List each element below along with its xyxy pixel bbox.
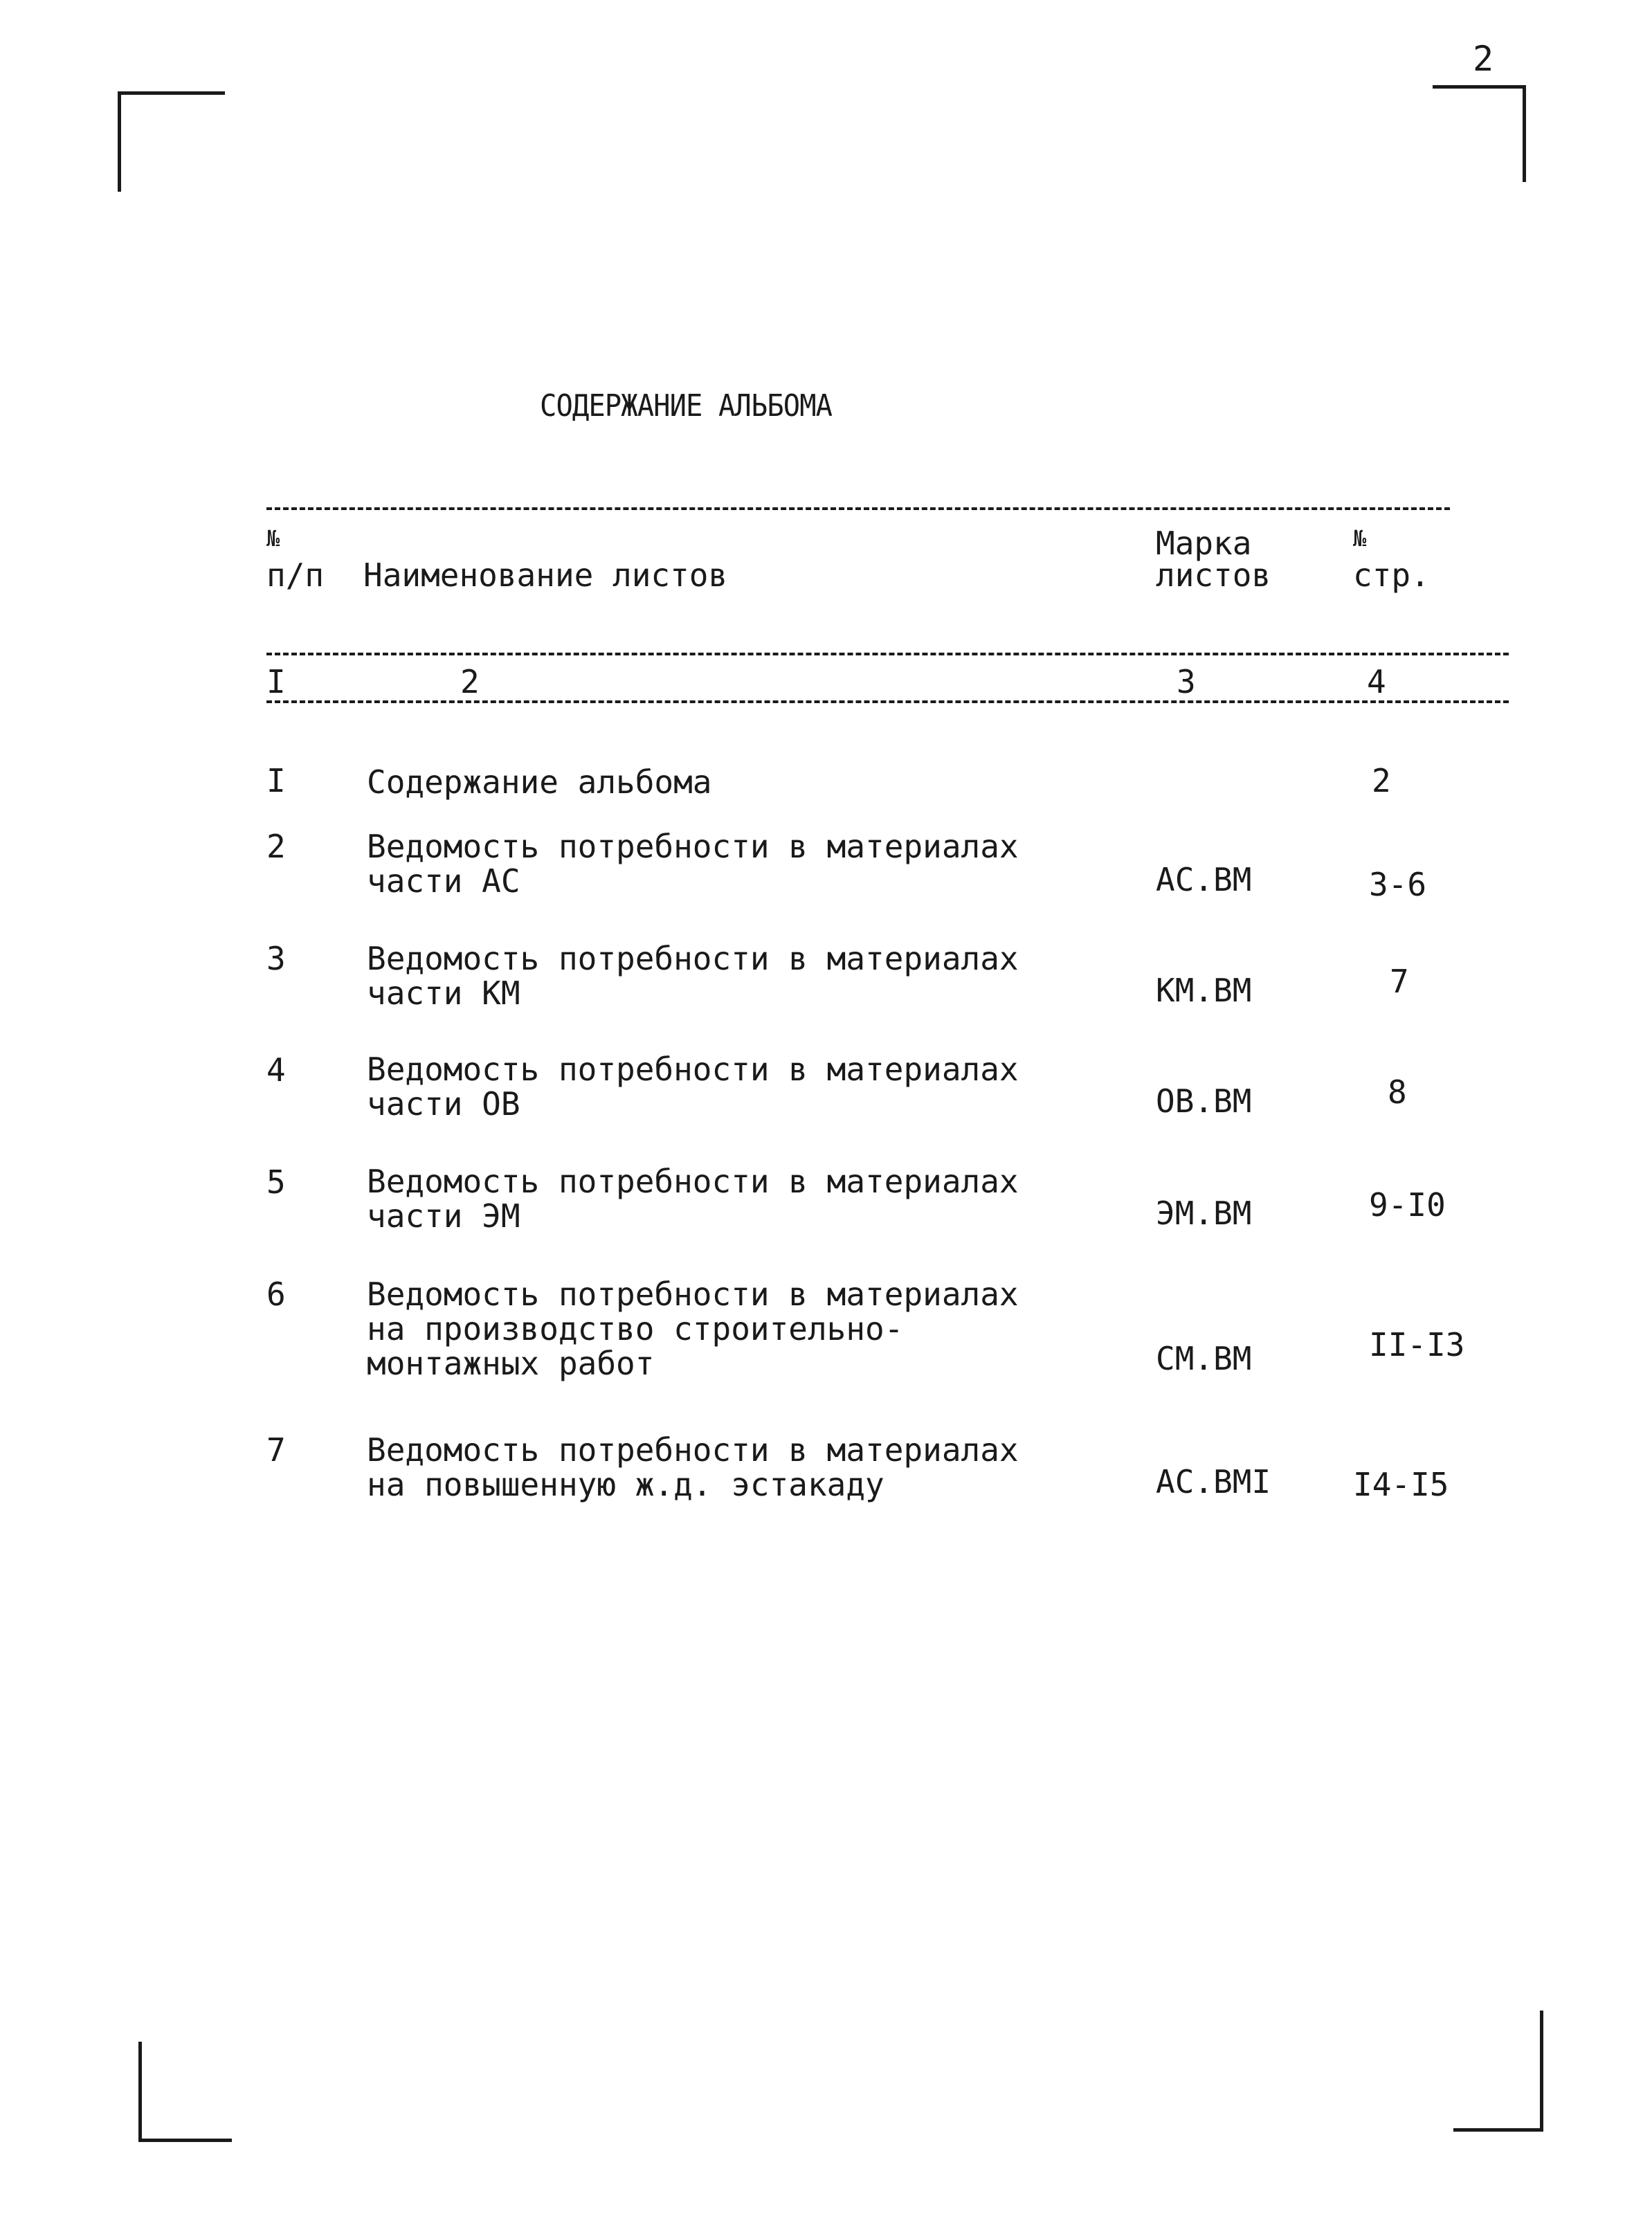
header-name-label: Наименование листов <box>363 556 728 594</box>
row-7-name: Ведомость потребности в материалах на повышенную ж.д. эстакаду <box>367 1431 1019 1503</box>
header-bottom-rule <box>266 653 1509 655</box>
row-6-pages: II-I3 <box>1369 1326 1465 1363</box>
column-number-4: 4 <box>1367 663 1386 700</box>
corner-mark-bottom-right-v <box>1540 2011 1543 2132</box>
row-6-name: Ведомость потребности в материалах на производство строительно- монтажных работ <box>367 1276 1019 1382</box>
row-5-pages: 9-I0 <box>1369 1186 1446 1224</box>
row-2-name: Ведомость потребности в материалах части АС <box>367 828 1019 900</box>
page-number: 2 <box>1473 39 1494 79</box>
row-2-number: 2 <box>266 828 286 865</box>
row-5-number: 5 <box>266 1163 286 1201</box>
corner-mark-top-left-v <box>118 91 121 192</box>
row-1-name: Содержание альбома <box>367 763 712 801</box>
header-mark-line2: листов <box>1156 556 1271 594</box>
header-num-label: п/п <box>266 556 325 594</box>
page-title: СОДЕРЖАНИЕ АЛЬБОМА <box>540 388 833 424</box>
row-1-pages: 2 <box>1372 762 1391 799</box>
header-page-label: стр. <box>1353 556 1430 594</box>
row-1-number: I <box>266 762 286 799</box>
column-number-2: 2 <box>460 663 480 700</box>
row-6-number: 6 <box>266 1276 286 1313</box>
header-num-symbol: № <box>266 525 280 552</box>
row-2-pages: 3-6 <box>1369 866 1427 903</box>
column-numbers-rule <box>266 700 1509 703</box>
row-5-name: Ведомость потребности в материалах части ЭМ <box>367 1163 1019 1235</box>
corner-mark-top-right-v <box>1523 85 1526 182</box>
corner-mark-bottom-left-v <box>138 2042 142 2142</box>
header-page-symbol: № <box>1353 525 1367 552</box>
row-6-mark: СМ.ВМ <box>1156 1340 1252 1377</box>
corner-mark-top-right-h <box>1433 85 1526 89</box>
row-7-pages: I4-I5 <box>1353 1466 1449 1503</box>
row-2-mark: АС.ВМ <box>1156 861 1252 898</box>
corner-mark-bottom-right-h <box>1453 2128 1543 2132</box>
row-5-mark: ЭМ.ВМ <box>1156 1195 1252 1232</box>
row-4-mark: ОВ.ВМ <box>1156 1082 1252 1120</box>
corner-mark-bottom-left-h <box>138 2139 232 2142</box>
row-3-number: 3 <box>266 940 286 977</box>
corner-mark-top-left-h <box>118 91 225 95</box>
row-3-pages: 7 <box>1390 963 1409 1000</box>
row-3-name: Ведомость потребности в материалах части КМ <box>367 940 1019 1012</box>
header-mark-line1: Марка <box>1156 525 1252 562</box>
row-4-name: Ведомость потребности в материалах части ОВ <box>367 1051 1019 1123</box>
row-7-number: 7 <box>266 1431 286 1469</box>
row-4-number: 4 <box>266 1051 286 1089</box>
table-top-rule <box>266 507 1450 510</box>
row-7-mark: АС.ВМI <box>1156 1463 1271 1500</box>
column-number-3: 3 <box>1177 663 1196 700</box>
column-number-1: I <box>266 663 286 700</box>
row-4-pages: 8 <box>1388 1073 1407 1111</box>
row-3-mark: КМ.ВМ <box>1156 972 1252 1009</box>
